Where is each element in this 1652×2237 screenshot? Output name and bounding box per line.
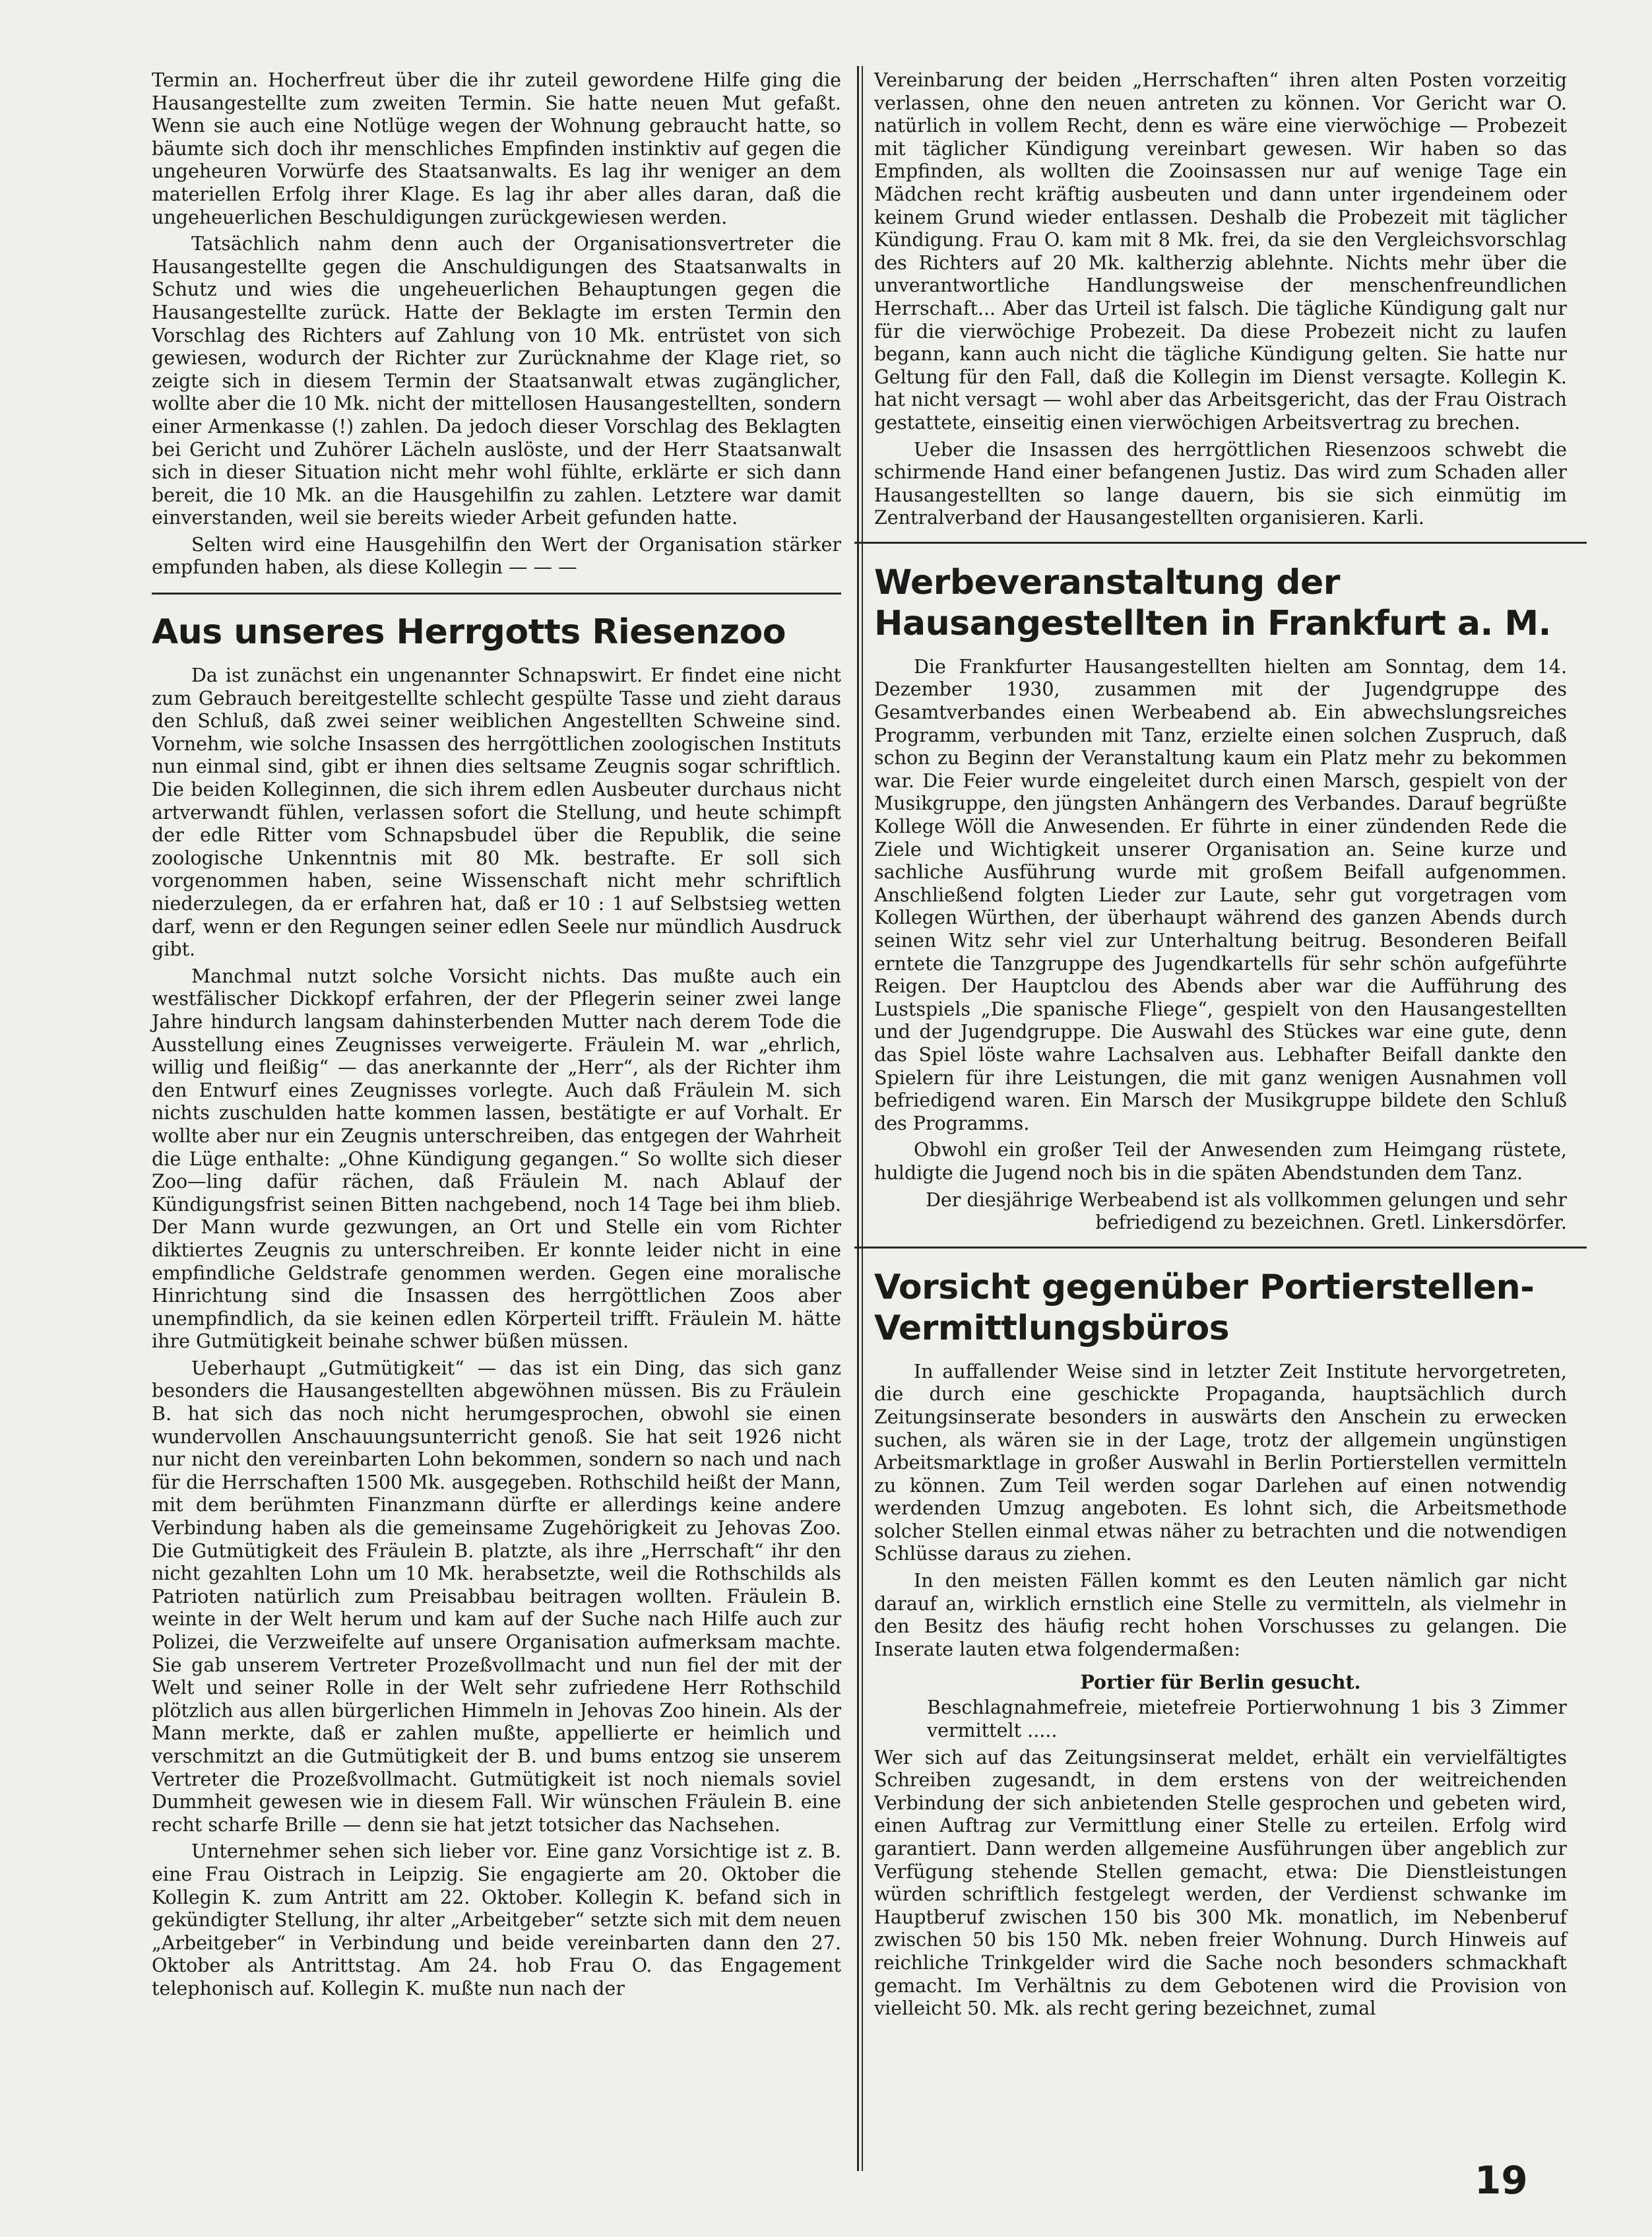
article-paragraph: Unternehmer sehen sich lieber vor. Eine ganz Vorsichtige ist z. B. eine Frau Oistrach in Leipzig. Sie engagierte am 20. Oktober die Kollegin K. zum Antritt am 22. Oktober. Kollegin K. befand sich in gekündigter Stellung, ihr alter „Arbeitgeber“ setzte sich mit dem neuen „Arbeitgeber“ in Verbindung und beide vereinbarten dann den 27. Oktober als Antrittstag. Am 24. hob Frau O. das Engagement telephonisch auf. Kollegin K. mußte nun nach der	[152, 1840, 841, 1999]
intro-paragraph: Termin an. Hocherfreut über die ihr zuteil gewordene Hilfe ging die Hausangestellte zum zweiten Termin. Sie hatte neuen Mut gefaßt. Wenn sie auch eine Notlüge wegen der Wohnung gebraucht hatte, so bäumte sich doch ihr menschliches Empfinden instinktiv auf gegen die ungeheuren Vorwürfe des Staatsanwalts. Es lag ihr weniger an dem materiellen Erfolg ihrer Klage. Es lag ihr aber alles daran, daß die ungeheuerlichen Beschuldigungen zurückgewiesen werden.	[152, 69, 841, 228]
section-divider	[854, 1247, 1587, 1248]
article3-title: Vorsicht gegenüber Portierstellen-Vermittlungsbüros	[874, 1267, 1535, 1348]
column-divider	[857, 66, 859, 2171]
article-paragraph: Da ist zunächst ein ungenannter Schnapswirt. Er findet eine nicht zum Gebrauch bereitgestellte schlecht gespülte Tasse und zieht daraus den Schluß, daß zwei seiner weiblichen Angestellten Schweine sind. Vornehm, wie solche Insassen des herrgöttlichen zoologischen Instituts nun einmal sind, gibt er ihnen dies seltsame Zeugnis sogar schriftlich. Die beiden Kolleginnen, die sich ihrem edlen Ausbeuter durchaus nicht artverwandt fühlen, verlassen sofort die Stellung, und heute schimpft der edle Ritter vom Schnapsbudel über die Republik, die seine zoologische Unkenntnis mit 80 Mk. bestrafte. Er soll sich vorgenommen haben, seine Wissenschaft nicht mehr schriftlich niederzulegen, da er erfahren hat, daß er 10 : 1 auf Selbstsieg wetten darf, wenn er den Regungen seiner edlen Seele nur mündlich Ausdruck gibt.	[152, 665, 841, 961]
article3-paragraph: Wer sich auf das Zeitungsinserat meldet, erhält ein vervielfältigtes Schreiben zugesandt, in dem erstens von der weitreichenden Verbindung der sich anbietenden Stelle gesprochen und gebeten wird, einen Auftrag zur Vermittlung einer Stelle zu erteilen. Erfolg wird garantiert. Dann werden allgemeine Ausführungen über angeblich zur Verfügung stehende Stellen gemacht, etwa: Die Dienstleistungen würden schriftlich festgelegt werden, der Verdienst schwanke im Hauptberuf zwischen 150 bis 300 Mk. monatlich, im Nebenberuf zwischen 50 bis 150 Mk. neben freier Wohnung. Durch Hinweis auf reichliche Trinkgelder wird die Sache noch besonders schmackhaft gemacht. Im Verhältnis zu dem Gebotenen wird die Provision von vielleicht 50. Mk. als recht gering bezeichnet, zumal	[874, 1746, 1567, 2020]
section-divider	[854, 542, 1587, 544]
page-number: 19	[1475, 2158, 1528, 2203]
article-paragraph: Manchmal nutzt solche Vorsicht nichts. Das mußte auch ein westfälischer Dickkopf erfahren, der der Pflegerin seiner zwei lange Jahre hindurch langsam dahinsterbenden Mutter nach derem Tode die Ausstellung eines Zeugnisses verweigerte. Fräulein M. war „ehrlich, willig und fleißig“ — das anerkannte der „Herr“, als der Richter ihm den Entwurf eines Zeugnisses vorlegte. Auch daß Fräulein M. sich nichts zuschulden hatte kommen lassen, bestätigte er auf Vorhalt. Er wollte aber nur ein Zeugnis unterschreiben, das entgegen der Wahrheit die Lüge enthalte: „Ohne Kündigung gegangen.“ So wollte sich dieser Zoo—ling dafür rächen, daß Fräulein M. nach Ablauf der Kündigungsfrist seinen Bitten nachgebend, noch 14 Tage bei ihm blieb. Der Mann wurde gezwungen, an Ort und Stelle ein vom Richter diktiertes Zeugnis zu unterschreiben. Er konnte leider nicht in eine empfindliche Geldstrafe genommen werden. Gegen eine moralische Hinrichtung sind die Insassen des herrgöttlichen Zoos aber unempfindlich, da sie keinen edlen Körperteil trifft. Fräulein M. hätte ihre Gutmütigkeit beinahe schwer büßen müssen.	[152, 965, 841, 1353]
right-column	[874, 69, 1567, 2025]
article3-paragraph: In auffallender Weise sind in letzter Zeit Institute hervorgetreten, die durch eine geschickte Propaganda, hauptsächlich durch Zeitungsinserate besonders in auswärts den Anschein zu erwecken suchen, als wären sie in der Lage, trotz der allgemein ungünstigen Arbeitsmarktlage in großer Auswahl in Berlin Portierstellen vermitteln zu können. Zum Teil werden sogar Darlehen auf einen notwendig werdenden Umzug angeboten. Es lohnt sich, die Arbeitsmethode solcher Stellen einmal etwas näher zu betrachten und die notwendigen Schlüsse daraus zu ziehen.	[874, 1360, 1567, 1565]
intro-paragraph: Selten wird eine Hausgehilfin den Wert der Organisation stärker empfunden haben, als diese Kollegin — — —	[152, 533, 841, 579]
article2-paragraph: Die Frankfurter Hausangestellten hielten am Sonntag, dem 14. Dezember 1930, zusammen mit der Jugendgruppe des Gesamtverbandes einen Werbeabend ab. Ein abwechslungsreiches Programm, verbunden mit Tanz, erzielte einen solchen Zuspruch, daß schon zu Beginn der Veranstaltung kaum ein Platz mehr zu bekommen war. Die Feier wurde eingeleitet durch einen Marsch, gespielt von der Musikgruppe, den jüngsten Anhängern des Verbandes. Darauf begrüßte Kollege Wöll die Anwesenden. Er führte in einer zündenden Rede die Ziele und Wichtigkeit unserer Organisation an. Seine kurze und sachliche Ausführung wurde mit großem Beifall aufgenommen. Anschließend folgten Lieder zur Laute, sehr gut vorgetragen vom Kollegen Würthen, der überhaupt während des ganzen Abends durch seinen Witz sehr viel zur Unterhaltung beitrug. Besonderen Beifall erntete die Tanzgruppe des Jugendkartells für sehr schön aufgeführte Reigen. Der Hauptclou des Abends aber war die Aufführung des Lustspiels „Die spanische Fliege“, gespielt von den Hausangestellten und der Jugendgruppe. Die Auswahl des Stückes war eine gute, denn das Spiel löste wahre Lachsalven aus. Lebhafter Beifall dankte den Spielern für ihre Leistungen, die mit ganz wenigen Ausnahmen voll befriedigend waren. Ein Marsch der Musikgruppe bildete den Schluß des Programms.	[874, 655, 1567, 1134]
article3-paragraph: In den meisten Fällen kommt es den Leuten nämlich gar nicht darauf an, wirklich ernstlich eine Stelle zu vermitteln, als vielmehr in den Besitz des häufig recht hohen Vorschusses zu gelangen. Die Inserate lauten etwa folgendermaßen:	[874, 1570, 1567, 1660]
article2-signature: Der diesjährige Werbeabend ist als vollkommen gelungen und sehr befriedigend zu bezeichnen. Gretl. Linkersdörfer.	[926, 1188, 1567, 1234]
continuation-paragraph: Vereinbarung der beiden „Herrschaften“ ihren alten Posten vorzeitig verlassen, ohne den neuen antreten zu können. Vor Gericht war O. natürlich in vollem Recht, denn es wäre eine vierwöchige — Probezeit mit täglicher Kündigung vereinbart gewesen. Wir haben so das Empfinden, als wollten die Zooinsassen nur auf wenige Tage ein Mädchen recht kräftig ausbeuten und dann unter irgendeinem oder keinem Grund wieder entlassen. Deshalb die Probezeit mit täglicher Kündigung. Frau O. kam mit 8 Mk. frei, da sie den Vergleichsvorschlag des Richters auf 20 Mk. kaltherzig ablehnte. Nichts mehr über die unverantwortliche Handlungsweise der menschenfreundlichen Herrschaft... Aber das Urteil ist falsch. Die tägliche Kündigung galt nur für die vierwöchige Probezeit. Da diese Probezeit nicht zu laufen begann, kann auch nicht die tägliche Kündigung gelten. Sie hatte nur Geltung für den Fall, daß die Kollegin im Dienst versagte. Kollegin K. hat nicht versagt — wohl aber das Arbeitsgericht, das der Frau Oistrach gestattete, einseitig einen vierwöchigen Arbeitsvertrag zu brechen.	[874, 69, 1567, 434]
intro-paragraph: Tatsächlich nahm denn auch der Organisationsvertreter die Hausangestellte gegen die Anschuldigungen des Staatsanwalts in Schutz und wies die ungeheuerlichen Behauptungen gegen die Hausangestellte zurück. Hatte der Beklagte im ersten Termin den Vorschlag des Richters auf Zahlung von 10 Mk. entrüstet von sich gewiesen, wodurch der Richter zur Zurücknahme der Klage riet, so zeigte sich in diesem Termin der Staatsanwalt etwas zugänglicher, wollte aber die 10 Mk. nicht der mittellosen Hausangestellten, sondern einer Armenkasse (!) zahlen. Da jedoch dieser Vorschlag des Beklagten bei Gericht und Zuhörer Lächeln auslöste, und der Herr Staatsanwalt sich in dieser Situation nicht mehr wohl fühlte, erklärte er sich dann bereit, die 10 Mk. an die Hausgehilfin zu zahlen. Letztere war damit einverstanden, weil sie bereits wieder Arbeit gefunden hatte.	[152, 233, 841, 529]
column-divider-double	[862, 66, 863, 2171]
article2-paragraph: Obwohl ein großer Teil der Anwesenden zum Heimgang rüstete, huldigte die Jugend noch bis in die späten Abendstunden dem Tanz.	[874, 1139, 1567, 1184]
article-title: Aus unseres Herrgotts Riesenzoo	[152, 612, 786, 653]
ad-body: Beschlagnahmefreie, mietefreie Portierwohnung 1 bis 3 Zimmer vermittelt .....	[927, 1697, 1567, 1742]
article2-title: Werbeveranstaltung der Hausangestellten in Frankfurt a. M.	[874, 562, 1551, 643]
continuation-paragraph: Ueber die Insassen des herrgöttlichen Riesenzoos schwebt die schirmende Hand einer befangenen Justiz. Das wird zum Schaden aller Hausangestellten so lange dauern, bis sie sich einmütig im Zentralverband der Hausangestellten organisieren. Karli.	[874, 438, 1567, 529]
article-paragraph: Ueberhaupt „Gutmütigkeit“ — das ist ein Ding, das sich ganz besonders die Hausangestellten abgewöhnen müssen. Bis zu Fräulein B. hat sich das noch nicht herumgesprochen, obwohl sie einen wundervollen Anschauungsunterricht genoß. Sie hat seit 1926 nicht nur nicht den vereinbarten Lohn bekommen, sondern so nach und nach für die Herrschaften 1500 Mk. ausgegeben. Rothschild heißt der Mann, mit dem berühmten Finanzmann dürfte er allerdings keine andere Verbindung haben als die gemeinsame Zugehörigkeit zu Jehovas Zoo. Die Gutmütigkeit des Fräulein B. platzte, als ihre „Herrschaft“ ihr den nicht gezahlten Lohn um 10 Mk. herabsetzte, weil die Rothschilds als Patrioten natürlich zum Preisabbau beitragen wollten. Fräulein B. weinte in der Welt herum und kam auf der Suche nach Hilfe auch zur Polizei, die Verzweifelte auf unsere Organisation aufmerksam machte. Sie gab unserem Vertreter Prozeßvollmacht und nun fiel der mit der Welt und seiner Rolle in der Welt sehr zufriedene Herr Rothschild plötzlich aus allen bürgerlichen Himmeln in Jehovas Zoo hinein. Als der Mann merkte, daß er zahlen mußte, appellierte er heimlich und verschmitzt an die Gutmütigkeit der B. und bums entzog sie unserem Vertreter die Prozeßvollmacht. Gutmütigkeit ist noch niemals soviel Dummheit gewesen wie in diesem Fall. Wir wünschen Fräulein B. eine recht scharfe Brille — denn sie hat jetzt totsicher das Nachsehen.	[152, 1357, 841, 1836]
section-divider	[152, 593, 841, 595]
ad-heading: Portier für Berlin gesucht.	[1080, 1671, 1361, 1694]
left-column	[152, 69, 841, 2005]
